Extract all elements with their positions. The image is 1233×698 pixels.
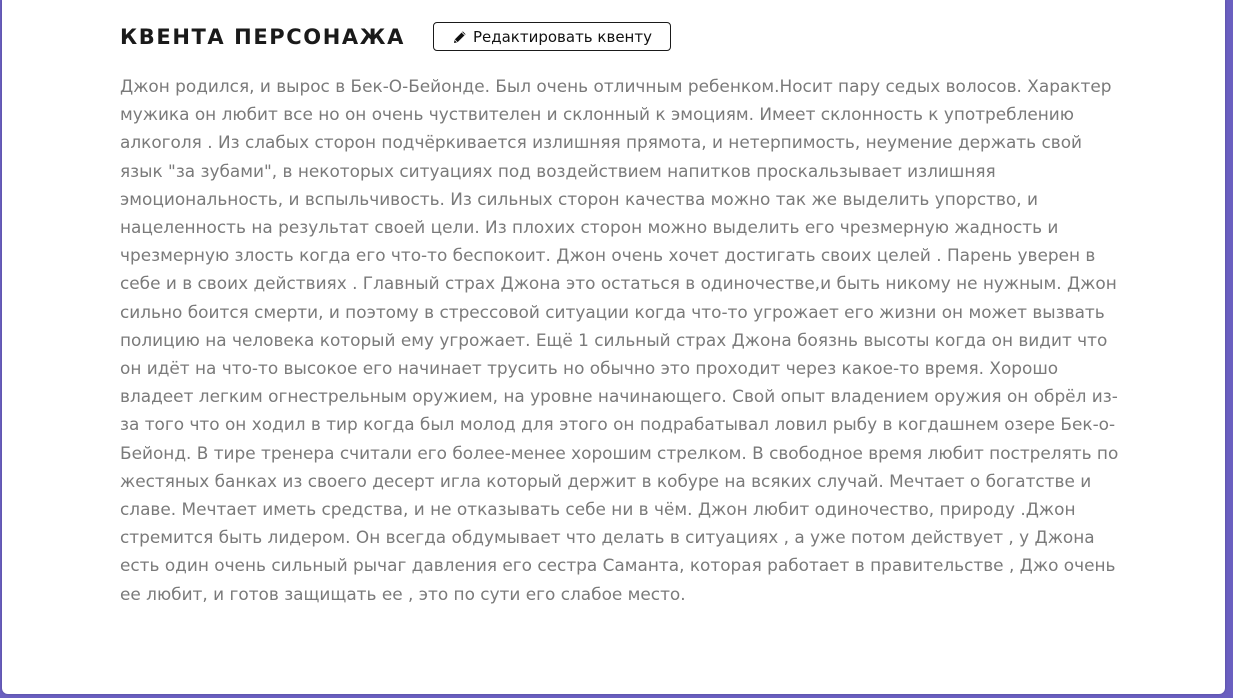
pencil-icon	[453, 30, 467, 44]
section-header	[120, 22, 671, 51]
character-description: Джон родился, и вырос в Бек-О-Бейонде. Был очень отличным ребенком.Носит пару седых волосов. Характер мужика он любит все но он очень чуствителен и склонный к эмоциям. Имеет склонность к употреблению алкоголя . Из слабых сторон подчёркивается излишняя прямота, и нетерпимость, неумение держать свой язык "за зубами", в некоторых ситуациях под воздействием напитков проскальзывает излишняя эмоциональность, и вспыльчивость. Из сильных сторон качества можно так же выделить упорство, и нацеленность на результат своей цели. Из плохих сторон можно выделить его чрезмерную жадность и чрезмерную злость когда его что-то беспокоит. Джон очень хочет достигать своих целей . Парень уверен в себе и в своих действиях . Главный страх Джона это остаться в одиночестве,и быть никому не нужным. Джон сильно боится смерти, и поэтому в стрессовой ситуации когда что-то угрожает его жизни он может вызвать полицию на человека который ему угрожает. Ещё 1 сильный страх Джона боязнь высоты когда он видит что он идёт на что-то высокое его начинает трусить но обычно это проходит через какое-то время. Хорошо владеет легким огнестрельным оружием, на уровне начинающего. Свой опыт владением оружия он обрёл из-за того что он ходил в тир когда был молод для этого он подрабатывал ловил рыбу в когдашнем озере Бек-о-Бейонд. В тире тренера считали его более-менее хорошим стрелком. В свободное время любит пострелять по жестяных банках из своего десерт игла который держит в кобуре на всяких случай. Мечтает о богатстве и славе. Мечтает иметь средства, и не отказывать себе ни в чём. Джон любит одиночество, природу .Джон стремится быть лидером. Он всегда обдумывает что делать в ситуациях , а уже потом действует , у Джона есть один очень сильный рычаг давления его сестра Саманта, которая работает в правительстве , Джо очень ее любит, и готов защищать ее , это по сути его слабое место.	[120, 76, 1119, 604]
character-story-card	[2, 0, 1225, 694]
section-title: КВЕНТА ПЕРСОНАЖА	[120, 24, 405, 49]
edit-story-button[interactable]	[433, 22, 671, 51]
edit-story-button-label: Редактировать квенту	[472, 27, 652, 46]
